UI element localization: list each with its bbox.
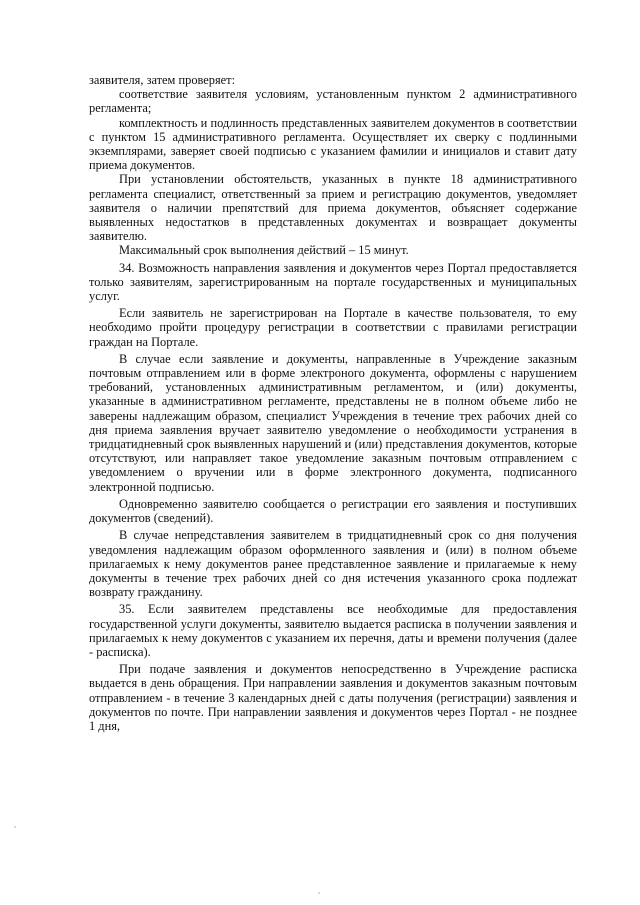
paragraph-obstacles: При установлении обстоятельств, указанных в пункте 18 административного регламента специалист, ответственный за прием и регистрацию документов, уведомляет заявителя о наличии препятствий для приема документов, объясняет содержание выявленных недостатков в представленных документах и возвращает документы заявителю. (89, 172, 577, 244)
scan-speck (14, 826, 16, 828)
paragraph-max-time: Максимальный срок выполнения действий – 15 минут. (119, 243, 409, 258)
paragraph-section-35: 35. Если заявителем представлены все необходимые для предоставления государственной услуги документы, заявителю выдается расписка в получении заявления и прилагаемых к нему документов с указанием их перечня, даты и времени получения (далее - расписка). (89, 602, 577, 659)
paragraph-registration-notice: Одновременно заявителю сообщается о регистрации его заявления и поступивших документов (сведений). (89, 496, 577, 526)
paragraph-section-34: 34. Возможность направления заявления и документов через Портал предоставляется только заявителям, зарегистрированным на портале государственных и муниципальных услуг. (89, 260, 577, 304)
paragraph-receipt-timing: При подаче заявления и документов непосредственно в Учреждение расписка выдается в день обращения. При направлении заявления и документов заказным почтовым отправлением - в течение 3 календарных дней с даты получения (регистрации) заявления и документов по почте. При направлении заявления и документов через Портал - не позднее 1 дня, (89, 662, 577, 733)
paragraph-return-documents: В случае непредставления заявителем в тридцатидневный срок со дня получения уведомления надлежащим образом оформленного заявления и (или) в полном объеме прилагаемых к нему документов ранее представленное заявление и прилагаемые к нему документы в течение трех рабочих дней со дня истечения указанного срока подлежат возврату гражданину. (89, 528, 577, 600)
paragraph-violations-notice: В случае если заявление и документы, направленные в Учреждение заказным почтовым отправлением или в форме электроного документа, оформлены с нарушением требований, установленных административным регламентом, и (или) документы, указанные в административном регламенте, представлены не в полном объеме либо не заверены надлежащим образом, специалист Учреждения в течение трех рабочих дней со дня приема заявления вручает заявителю уведомление о необходимости устранения в тридцатидневный срок выявленных нарушений и (или) представления документов, которые отсутствуют, или направляет такое уведомление заказным почтовым отправлением с уведомлением о вручении или в форме электронного документа, подписанного электронной подписью. (89, 351, 577, 494)
paragraph-conditions-check: соответствие заявителя условиям, установленным пунктом 2 административного регламента; (89, 87, 577, 116)
paragraph-completeness-check: комплектность и подлинность представленных заявителем документов в соответствии с пунктом 15 административного регламента. Осуществляет их сверку с подлинными экземплярами, заверяет своей подписью с указанием фамилии и инициалов и ставит дату приема документов. (89, 115, 577, 173)
paragraph-portal-registration: Если заявитель не зарегистрирован на Портале в качестве пользователя, то ему необходимо пройти процедуру регистрации в соответствии с правилами регистрации граждан на Портале. (89, 306, 577, 349)
scan-speck (318, 892, 320, 894)
paragraph-continuation: заявителя, затем проверяет: (89, 73, 236, 87)
document-body (89, 73, 577, 733)
